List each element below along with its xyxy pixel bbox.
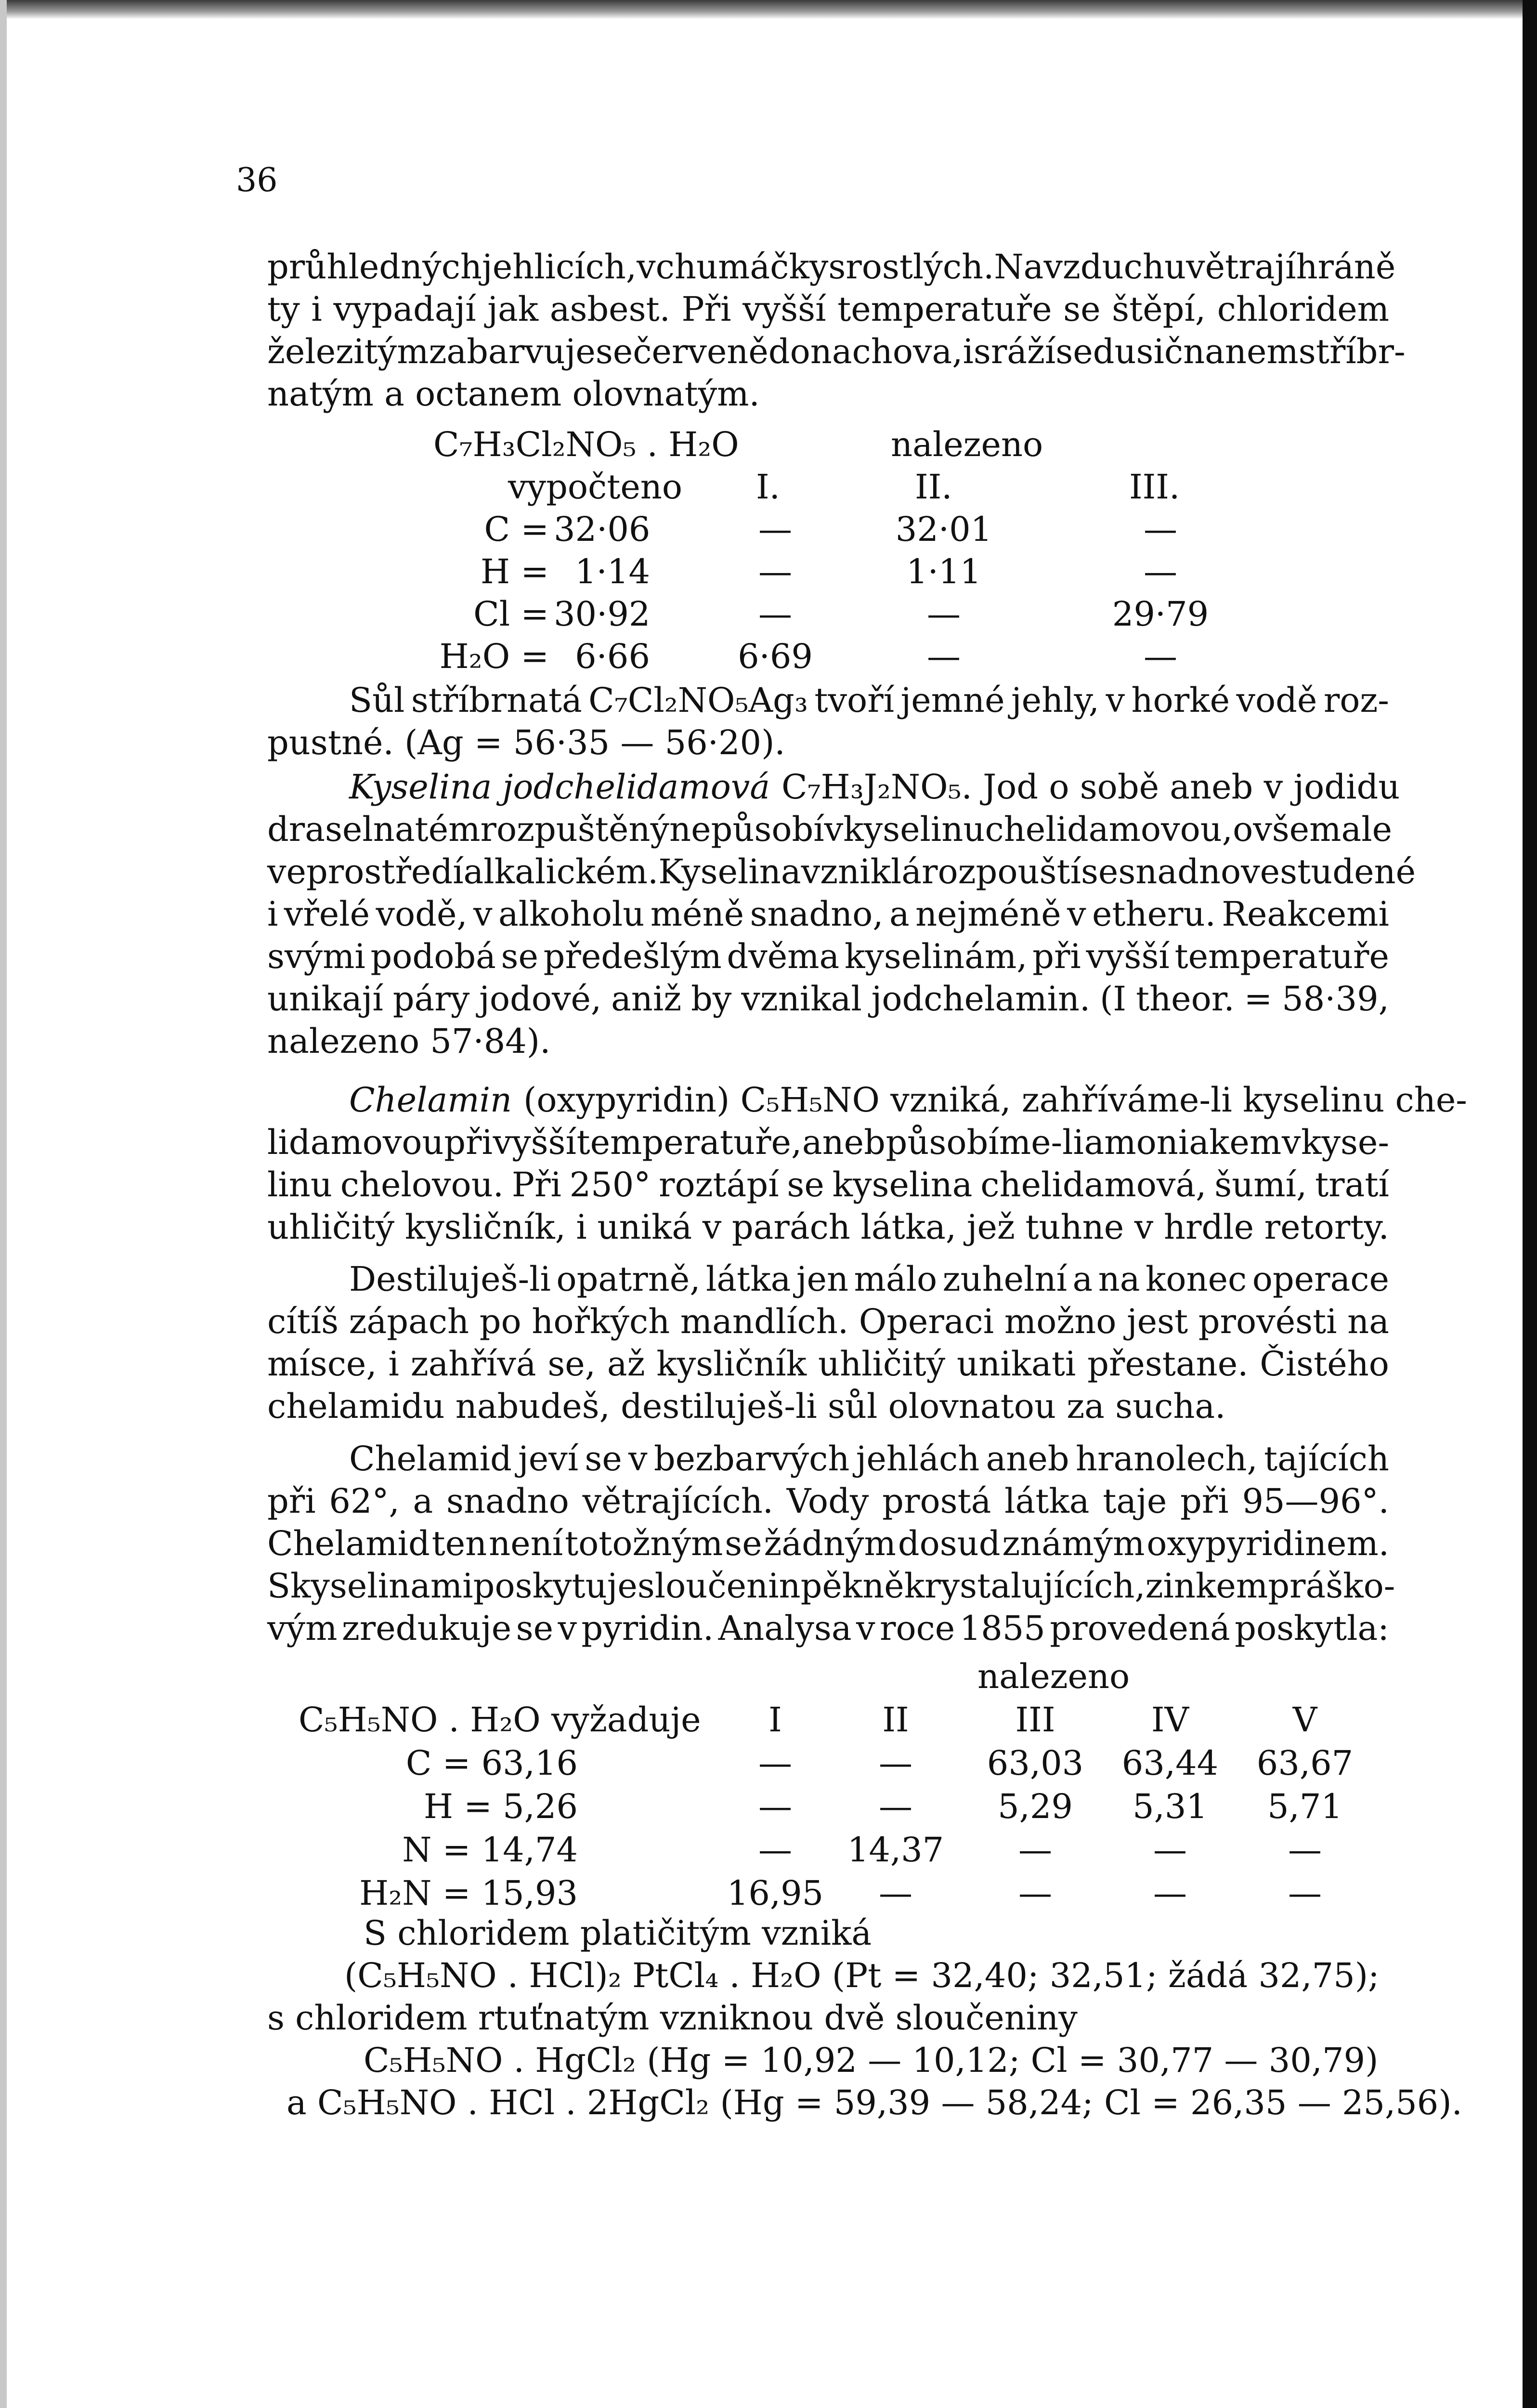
text-line: S chloridem platičitým vzniká xyxy=(364,1913,872,1953)
text-line: draselnatém rozpuštěný nepůsobí v kyselinu chelidamovou, ovšem ale xyxy=(267,810,1393,849)
table2-value: — xyxy=(1153,1830,1187,1870)
text-line: vým zredukuje se v pyridin. Analysa v roce 1855 provedená poskytla: xyxy=(267,1609,1389,1648)
table1-value: — xyxy=(927,594,961,634)
table2-value: 63,67 xyxy=(1256,1743,1354,1783)
table1-value: 6·69 xyxy=(738,637,813,676)
table2-value: — xyxy=(1018,1873,1052,1913)
text-line: lidamovou při vyšší temperatuře, aneb působíme-li amoniakem v kyse- xyxy=(267,1123,1389,1162)
table2-value: — xyxy=(1018,1830,1052,1870)
paragraph-2 xyxy=(267,679,1389,764)
table2-value: 63,03 xyxy=(987,1743,1084,1783)
table1-value: — xyxy=(1144,510,1177,549)
text-line: nalezeno 57·84). xyxy=(267,1021,551,1061)
text-run: C₇H₃J₂NO₅. Jod o sobě aneb v jodidu xyxy=(782,767,1400,807)
table1-calc-value: 32·06 xyxy=(554,510,651,549)
scan-edge-left xyxy=(0,0,7,2408)
text-run: (oxypyridin) C₅H₅NO vzniká, zahříváme-li kyselinu che- xyxy=(523,1080,1467,1120)
table2-value: — xyxy=(879,1743,912,1783)
table1-value: — xyxy=(758,594,792,634)
table1-value: — xyxy=(758,510,792,549)
section-title: Chelamin xyxy=(349,1080,512,1120)
table1-calc-label: vypočteno xyxy=(508,467,683,507)
table2-value: — xyxy=(1288,1830,1322,1870)
table2-col-1: I xyxy=(768,1700,782,1740)
table2-value: 63,44 xyxy=(1121,1743,1219,1783)
text-line: linu chelovou. Při 250° roztápí se kyselina chelidamová, šumí, tratí xyxy=(267,1165,1389,1204)
text-line: ve prostředí alkalickém. Kyselina vzniklá rozpouští se snadno ve studené xyxy=(267,852,1416,891)
paragraph-7 xyxy=(267,1912,1462,2124)
text-line: při 62°, a snadno větrajících. Vody prostá látka taje při 95—96°. xyxy=(267,1481,1389,1521)
table2-value: 5,29 xyxy=(998,1787,1073,1826)
text-line: železitým zabarvuje se červeně do nachova, i sráží se dusičnanem stříbr- xyxy=(267,332,1406,371)
text-line: unikají páry jodové, aniž by vznikal jodchelamin. (I theor. = 58·39, xyxy=(267,979,1389,1019)
table2-value: — xyxy=(758,1743,792,1783)
table1-element: H₂O = xyxy=(439,637,549,676)
table2-value: — xyxy=(1153,1873,1187,1913)
table1-value: 1·11 xyxy=(906,552,981,591)
table2-element: H = 5,26 xyxy=(423,1787,578,1826)
text-line: chelamidu nabudeš, destiluješ-li sůl olovnatou za sucha. xyxy=(267,1387,1226,1426)
paragraph-5 xyxy=(267,1258,1389,1427)
table1-element: H = xyxy=(481,552,549,591)
paragraph-1 xyxy=(267,246,1406,415)
scan-edge-right xyxy=(1523,0,1537,2408)
table1-formula: C₇H₃Cl₂NO₅ . H₂O xyxy=(433,425,739,464)
table1-value: 32·01 xyxy=(895,510,992,549)
paragraph-3 xyxy=(267,766,1416,1062)
table2-element: C = 63,16 xyxy=(405,1743,578,1783)
table2-value: 5,71 xyxy=(1267,1787,1342,1826)
text-line: Sůl stříbrnatá C₇Cl₂NO₅Ag₃ tvoří jemné jehly, v horké vodě roz- xyxy=(349,681,1389,720)
table2-value: — xyxy=(879,1873,912,1913)
table2-value: 16,95 xyxy=(727,1873,824,1913)
page-number: 36 xyxy=(236,161,278,199)
text-line: ty i vypadají jak asbest. Při vyšší temperatuře se štěpí, chloridem xyxy=(267,289,1389,329)
text-line: (C₅H₅NO . HCl)₂ PtCl₄ . H₂O (Pt = 32,40; 32,51; žádá 32,75); xyxy=(344,1956,1380,1995)
table2-element: H₂N = 15,93 xyxy=(359,1873,578,1913)
table1-calc-value: 1·14 xyxy=(575,552,650,591)
table2-col-4: IV xyxy=(1151,1700,1189,1740)
table2-value: — xyxy=(758,1830,792,1870)
text-line: pustné. (Ag = 56·35 — 56·20). xyxy=(267,723,785,762)
table1-value: — xyxy=(927,637,961,676)
text-line: Chelamid jeví se v bezbarvých jehlách aneb hranolech, tajících xyxy=(349,1439,1389,1479)
text-line: svými podobá se předešlým dvěma kyselinám, při vyšší temperatuře xyxy=(267,937,1389,976)
table1-value: — xyxy=(758,552,792,591)
table1-value: — xyxy=(1144,637,1177,676)
table2-col-3: III xyxy=(1015,1700,1055,1740)
table2-element: N = 14,74 xyxy=(402,1830,578,1870)
text-line: s chloridem rtuťnatým vzniknou dvě sloučeniny xyxy=(267,1998,1078,2038)
table1-element: Cl = xyxy=(473,594,549,634)
text-line: mísce, i zahřívá se, až kysličník uhličitý unikati přestane. Čistého xyxy=(267,1344,1389,1384)
table2-formula: C₅H₅NO . H₂O vyžaduje xyxy=(299,1700,701,1740)
text-line: C₅H₅NO . HgCl₂ (Hg = 10,92 — 10,12; Cl = 30,77 — 30,79) xyxy=(364,2041,1379,2080)
table2-value: — xyxy=(758,1787,792,1826)
text-line: a C₅H₅NO . HCl . 2HgCl₂ (Hg = 59,39 — 58,24; Cl = 26,35 — 25,56). xyxy=(287,2083,1462,2122)
table2-value: 5,31 xyxy=(1133,1787,1208,1826)
scan-edge-top xyxy=(0,0,1537,19)
table1-found-label: nalezeno xyxy=(891,425,1043,464)
table1-value: 29·79 xyxy=(1112,594,1209,634)
table2-value: — xyxy=(1288,1873,1322,1913)
table2-col-2: II xyxy=(882,1700,909,1740)
text-line: Destiluješ-li opatrně, látka jen málo zuhelní a na konec operace xyxy=(349,1259,1389,1299)
table2-value: — xyxy=(879,1787,912,1826)
table2-value: 14,37 xyxy=(847,1830,944,1870)
text-line: Chelamid ten není totožným se žádným dosud známým oxypyridinem. xyxy=(267,1524,1389,1563)
table1-calc-value: 6·66 xyxy=(575,637,650,676)
table2-found-label: nalezeno xyxy=(977,1657,1130,1696)
text-line: i vřelé vodě, v alkoholu méně snadno, a nejméně v etheru. Reakcemi xyxy=(267,894,1389,934)
text-line: uhličitý kysličník, i uniká v parách látka, jež tuhne v hrdle retorty. xyxy=(267,1207,1389,1247)
text-line: cítíš zápach po hořkých mandlích. Operaci možno jest provésti na xyxy=(267,1302,1389,1341)
text-line xyxy=(267,766,1400,808)
text-line: natým a octanem olovnatým. xyxy=(267,374,760,414)
section-title: Kyselina jodchelidamová xyxy=(349,767,770,807)
text-line xyxy=(267,1079,1467,1121)
table1-col-1: I. xyxy=(756,467,780,507)
table1-value: — xyxy=(1144,552,1177,591)
table1-col-2: II. xyxy=(915,467,952,507)
table2-col-5: V xyxy=(1292,1700,1317,1740)
text-line: S kyselinami poskytuje sloučenin pěkně krystalujících, zinkem práško- xyxy=(267,1566,1395,1606)
paragraph-6 xyxy=(267,1438,1395,1649)
table1-col-3: III. xyxy=(1129,467,1180,507)
table1-calc-value: 30·92 xyxy=(554,594,651,634)
paragraph-4 xyxy=(267,1079,1467,1248)
table1-element: C = xyxy=(484,510,549,549)
text-line: průhledných jehlicích, v chumáčky srostlých. Na vzduchu větrají hráně xyxy=(267,247,1396,287)
